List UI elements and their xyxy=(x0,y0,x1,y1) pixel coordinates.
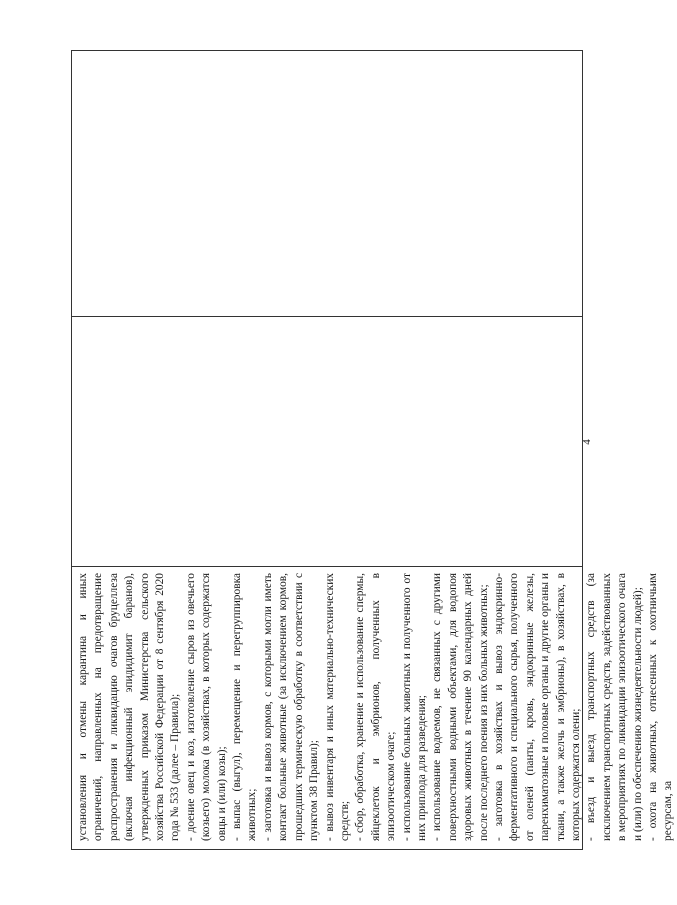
document-table xyxy=(71,50,675,850)
paragraph: - въезд и выезд транспортных средств (за исключением транспортных средств, задействованных в мероприятиях по ликвидации эпизоотического очага и (или) по обеспечению жизнедеятельности людей); xyxy=(585,573,644,841)
table-column-text xyxy=(72,566,675,849)
paragraph: - заготовка в хозяйствах и вывоз эндокринно-ферментативного и специального сырья, полученного от оленей (панты, кровь, эндокринные железы, паренхиматозные и половые органы и другие органы и ткани, а также желчь и эмбрионы), в хозяйствах, в которых содержатся олени; xyxy=(492,573,582,841)
paragraph: - использование больных животных и полученного от них приплода для разведения; xyxy=(400,573,428,841)
text-cell xyxy=(76,573,675,841)
paragraph: - заготовка и вывоз кормов, с которыми могли иметь контакт больные животные (за исключением кормов, прошедших термическую обработку в соответствии с пунктом 38 Правил); xyxy=(261,573,321,841)
paragraph: - сбор, обработка, хранение и использование спермы, яйцеклеток и эмбрионов, полученных в эпизоотическом очаге; xyxy=(354,573,398,841)
paragraph: - использование водоемов, не связанных с другими поверхностными водными объектами, для водопоя здоровых животных в течение 90 календарных дней после последнего поения из них больных животных; xyxy=(431,573,490,841)
paragraph: - выпас (выгул), перемещение и перегруппировка животных; xyxy=(231,573,259,841)
table-column-empty-middle xyxy=(72,316,582,566)
rotated-page-content xyxy=(71,50,675,850)
paragraph: - охота на животных, отнесенных к охотничьим ресурсам, за xyxy=(647,573,675,841)
table-column-empty-right xyxy=(72,49,582,316)
paragraph: - доение овец и коз, изготовление сыров из овечьего (козьего) молока (в хозяйствах, в которых содержатся овцы и (или) козы); xyxy=(184,573,228,841)
paragraph: - вывоз инвентаря и иных материально-технических средств; xyxy=(323,573,351,841)
page-number: 4 xyxy=(580,439,593,445)
paragraph: установления и отмены карантина и иных ограничений, направленных на предотвращение распространения и ликвидацию очагов бруцеллеза (включая инфекционный эпидидимит баранов), утвержденных приказом Министерства сельского хозяйства Российской Федерации от 8 сентября 2020 года № 533 (далее – Правила); xyxy=(77,573,182,841)
